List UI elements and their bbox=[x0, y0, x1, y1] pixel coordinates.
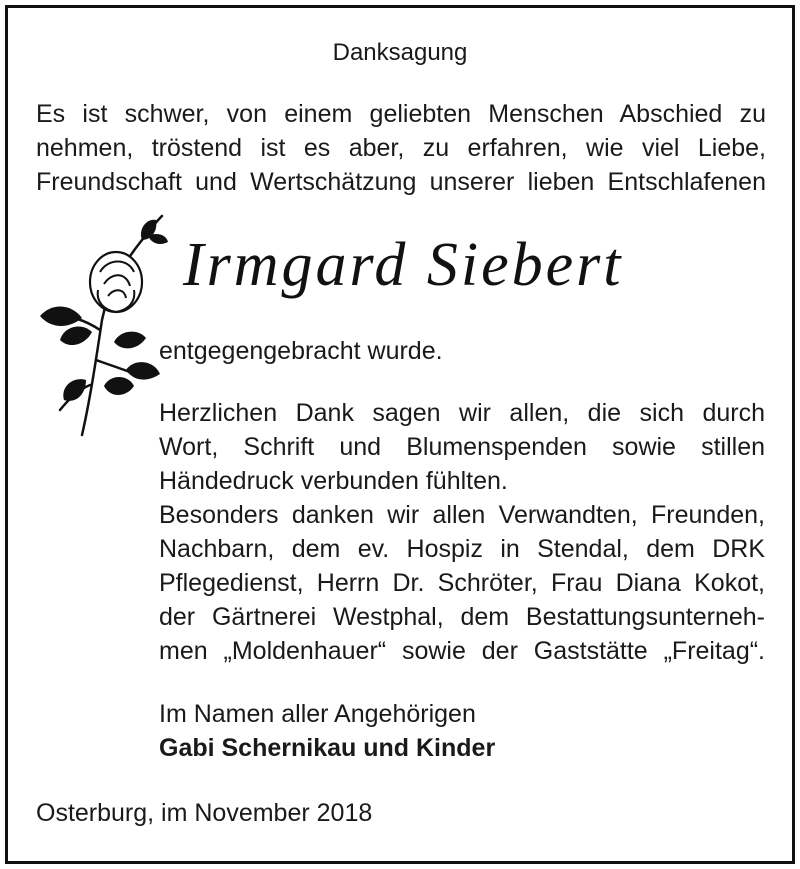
after-name-text: entgegengebracht wurde. bbox=[159, 337, 443, 365]
deceased-name: Irmgard Siebert bbox=[183, 231, 624, 299]
signature: Gabi Schernikau und Kinder bbox=[159, 734, 496, 762]
special-thanks-line: der Gärtnerei Westphal, dem Bestattungsunterneh- bbox=[159, 603, 765, 631]
thanks-line: Wort, Schrift und Blumenspenden sowie stillen bbox=[159, 433, 765, 461]
notice-title: Danksagung bbox=[332, 39, 468, 66]
special-thanks-line: Pflegedienst, Herrn Dr. Schröter, Frau Diana Kokot, bbox=[159, 569, 765, 597]
special-thanks-line: men „Moldenhauer“ sowie der Gaststätte „Freitag“. bbox=[159, 637, 765, 665]
intro-line: Freundschaft und Wertschätzung unserer lieben Entschlafenen bbox=[36, 168, 766, 196]
thanks-line: Händedruck verbunden fühlten. bbox=[159, 467, 508, 495]
intro-line: nehmen, tröstend ist es aber, zu erfahren, wie viel Liebe, bbox=[36, 134, 766, 162]
thanks-line: Herzlichen Dank sagen wir allen, die sich durch bbox=[159, 399, 765, 427]
place-date: Osterburg, im November 2018 bbox=[36, 799, 373, 827]
special-thanks-line: Besonders danken wir allen Verwandten, Freunden, bbox=[159, 501, 765, 529]
intro-line: Es ist schwer, von einem geliebten Menschen Abschied zu bbox=[36, 100, 766, 128]
closing-text: Im Namen aller Angehörigen bbox=[159, 700, 476, 728]
special-thanks-line: Nachbarn, dem ev. Hospiz in Stendal, dem DRK bbox=[159, 535, 765, 563]
rose-icon bbox=[30, 210, 180, 440]
